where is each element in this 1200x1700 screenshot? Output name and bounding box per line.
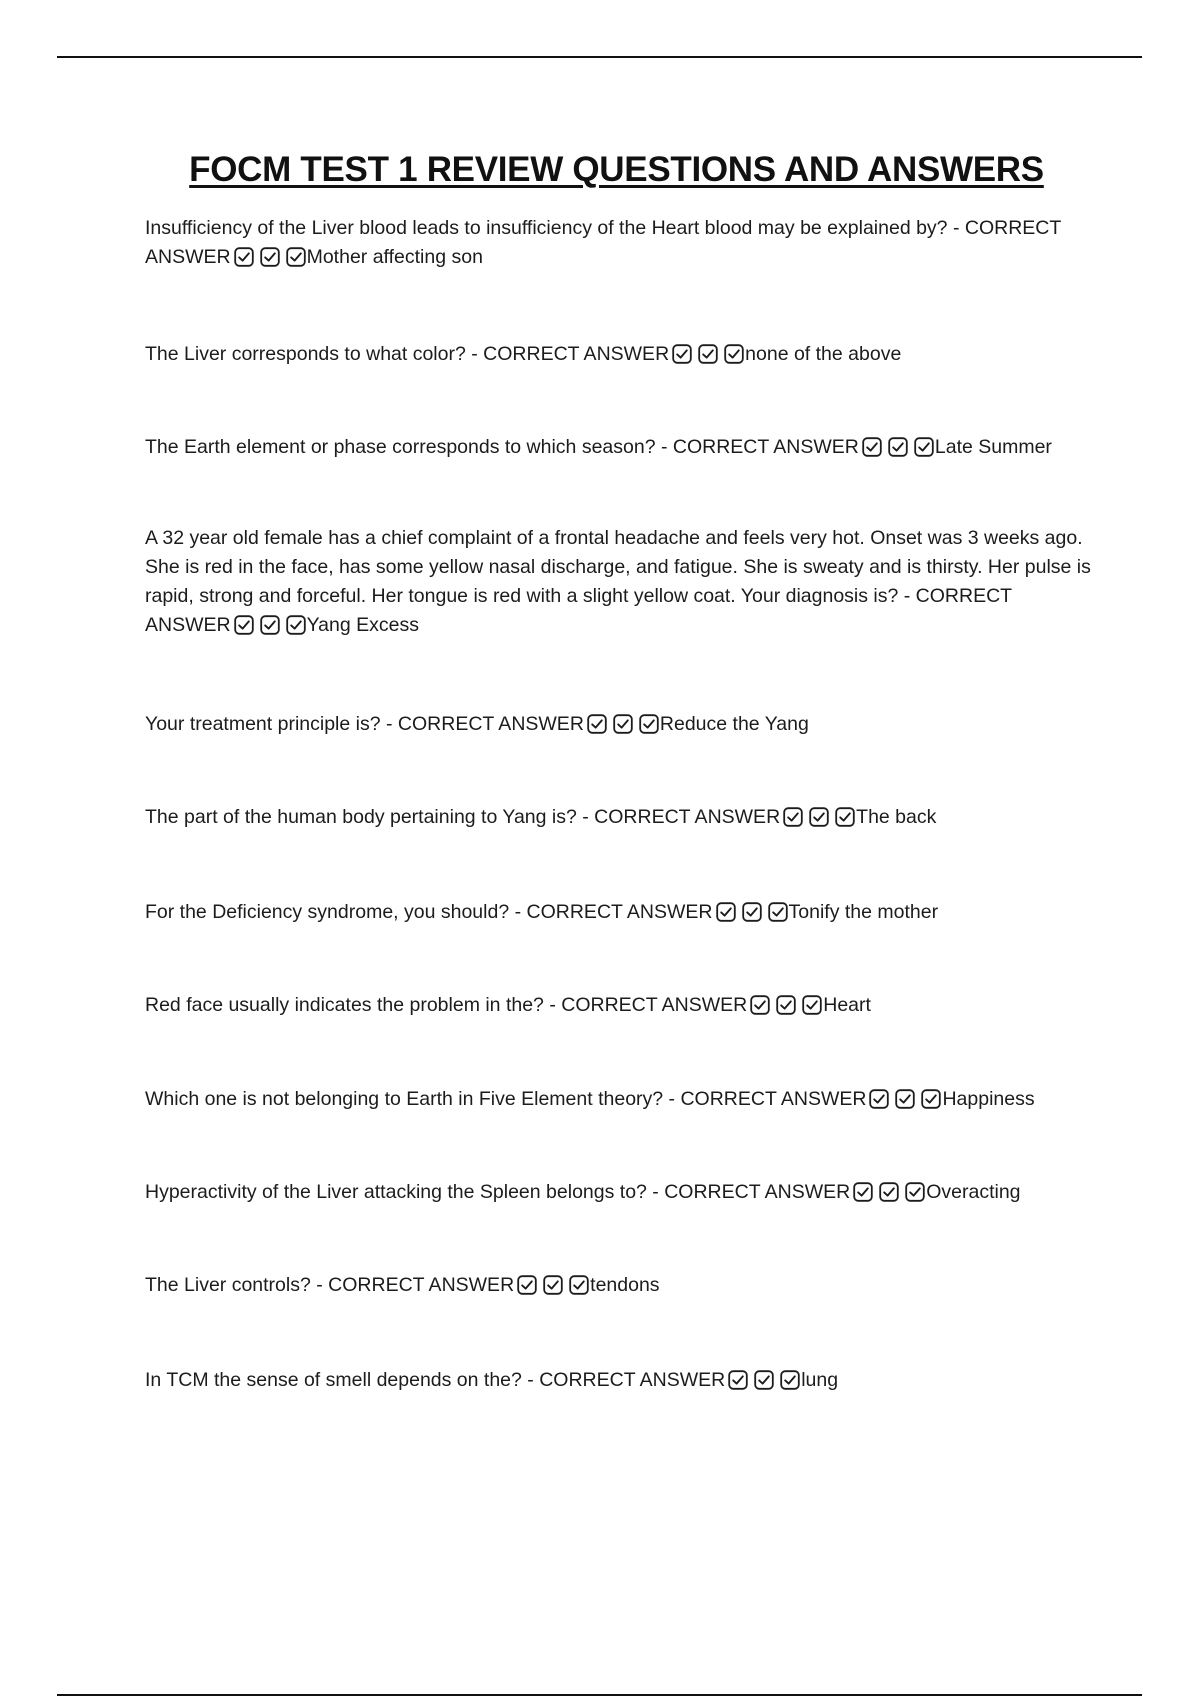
- checkbox-checked-icon: [742, 902, 762, 922]
- checkbox-checked-icon: [914, 437, 934, 457]
- qa-item: [145, 524, 1095, 644]
- checkbox-checked-icon: [286, 247, 306, 267]
- correct-answer-label: - CORRECT ANSWER: [663, 1088, 867, 1110]
- checkbox-checked-icon: [869, 1089, 889, 1109]
- checkbox-checked-icon: [895, 1089, 915, 1109]
- checkbox-checked-icon: [672, 344, 692, 364]
- checkbox-checked-icon: [724, 344, 744, 364]
- checkbox-checked-icon: [234, 247, 254, 267]
- question-text: Which one is not belonging to Earth in Five Element theory?: [145, 1088, 664, 1110]
- correct-answer-label: - CORRECT ANSWER: [310, 1274, 515, 1296]
- checkbox-checked-icon: [234, 615, 254, 635]
- check-icons: [783, 807, 855, 836]
- checkbox-checked-icon: [783, 807, 803, 827]
- answer-text: Heart: [823, 994, 871, 1016]
- question-text: Hyperactivity of the Liver attacking the Spleen belongs to?: [145, 1181, 647, 1203]
- question-text: Red face usually indicates the problem in the?: [145, 994, 544, 1016]
- checkbox-checked-icon: [750, 995, 770, 1015]
- qa-item: [145, 1366, 1095, 1399]
- answer-text: Tonify the mother: [788, 901, 939, 923]
- qa-item: [145, 433, 1095, 466]
- qa-item: [145, 803, 1095, 836]
- question-text: In TCM the sense of smell depends on the?: [145, 1369, 522, 1391]
- check-icons: [869, 1089, 941, 1118]
- qa-item: [145, 898, 1095, 931]
- checkbox-checked-icon: [780, 1370, 800, 1390]
- checkbox-checked-icon: [776, 995, 796, 1015]
- checkbox-checked-icon: [517, 1275, 537, 1295]
- answer-text: Yang Excess: [306, 614, 419, 636]
- checkbox-checked-icon: [835, 807, 855, 827]
- checkbox-checked-icon: [802, 995, 822, 1015]
- checkbox-checked-icon: [862, 437, 882, 457]
- check-icons: [728, 1370, 800, 1399]
- check-icons: [672, 344, 744, 373]
- checkbox-checked-icon: [809, 807, 829, 827]
- qa-item: [145, 1271, 1095, 1304]
- checkbox-checked-icon: [260, 247, 280, 267]
- checkbox-checked-icon: [543, 1275, 563, 1295]
- check-icons: [853, 1182, 925, 1211]
- checkbox-checked-icon: [260, 615, 280, 635]
- question-text: A 32 year old female has a chief complaint of a frontal headache and feels very hot. Onset was 3 weeks ago. She is red in the face, has some yellow nasal discharge, and fatigue. She is sweaty and is thirsty. Her pulse is rapid, strong and forceful. Her tongue is red with a slight yellow coat. Your diagnosis is?: [145, 527, 1091, 607]
- checkbox-checked-icon: [613, 714, 633, 734]
- correct-answer-label: - CORRECT ANSWER: [509, 901, 713, 923]
- check-icons: [750, 995, 822, 1024]
- correct-answer-label: - CORRECT ANSWER: [465, 343, 670, 365]
- check-icons: [587, 714, 659, 743]
- question-text: The Earth element or phase corresponds to which season?: [145, 436, 656, 458]
- checkbox-checked-icon: [639, 714, 659, 734]
- checkbox-checked-icon: [587, 714, 607, 734]
- correct-answer-label: - CORRECT ANSWER: [655, 436, 859, 458]
- question-text: For the Deficiency syndrome, you should?: [145, 901, 510, 923]
- checkbox-checked-icon: [905, 1182, 925, 1202]
- checkbox-checked-icon: [853, 1182, 873, 1202]
- qa-item: [145, 991, 1095, 1024]
- correct-answer-label: - CORRECT ANSWER: [543, 994, 748, 1016]
- answer-text: tendons: [590, 1274, 660, 1296]
- question-text: Insufficiency of the Liver blood leads to insufficiency of the Heart blood may be explained by?: [145, 217, 948, 239]
- qa-item: [145, 1085, 1095, 1118]
- checkbox-checked-icon: [754, 1370, 774, 1390]
- checkbox-checked-icon: [888, 437, 908, 457]
- correct-answer-label: - CORRECT ANSWER: [380, 713, 584, 735]
- qa-item: [145, 1178, 1095, 1211]
- checkbox-checked-icon: [879, 1182, 899, 1202]
- correct-answer-label: - CORRECT ANSWER: [145, 217, 1061, 268]
- qa-item: [145, 340, 1095, 373]
- document-title: FOCM TEST 1 REVIEW QUESTIONS AND ANSWERS: [189, 150, 1044, 189]
- answer-text: Reduce the Yang: [659, 713, 809, 735]
- check-icons: [716, 902, 788, 931]
- correct-answer-label: - CORRECT ANSWER: [576, 806, 781, 828]
- answer-text: Mother affecting son: [306, 246, 483, 268]
- checkbox-checked-icon: [716, 902, 736, 922]
- question-text: Your treatment principle is?: [145, 713, 381, 735]
- answer-text: Happiness: [942, 1088, 1035, 1110]
- check-icons: [517, 1275, 589, 1304]
- answer-text: Late Summer: [934, 436, 1052, 458]
- checkbox-checked-icon: [698, 344, 718, 364]
- question-text: The Liver corresponds to what color?: [145, 343, 466, 365]
- bottom-rule: [57, 1694, 1142, 1696]
- question-text: The Liver controls?: [145, 1274, 311, 1296]
- answer-text: none of the above: [745, 343, 902, 365]
- answer-text: lung: [801, 1369, 839, 1391]
- correct-answer-label: - CORRECT ANSWER: [145, 585, 1012, 636]
- checkbox-checked-icon: [569, 1275, 589, 1295]
- answer-text: Overacting: [926, 1181, 1021, 1203]
- correct-answer-label: - CORRECT ANSWER: [521, 1369, 726, 1391]
- qa-item: [145, 214, 1095, 276]
- check-icons: [234, 615, 306, 644]
- checkbox-checked-icon: [768, 902, 788, 922]
- check-icons: [862, 437, 934, 466]
- checkbox-checked-icon: [921, 1089, 941, 1109]
- qa-item: [145, 710, 1095, 743]
- checkbox-checked-icon: [728, 1370, 748, 1390]
- question-text: The part of the human body pertaining to Yang is?: [145, 806, 577, 828]
- check-icons: [234, 247, 306, 276]
- answer-text: The back: [856, 806, 937, 828]
- correct-answer-label: - CORRECT ANSWER: [646, 1181, 851, 1203]
- checkbox-checked-icon: [286, 615, 306, 635]
